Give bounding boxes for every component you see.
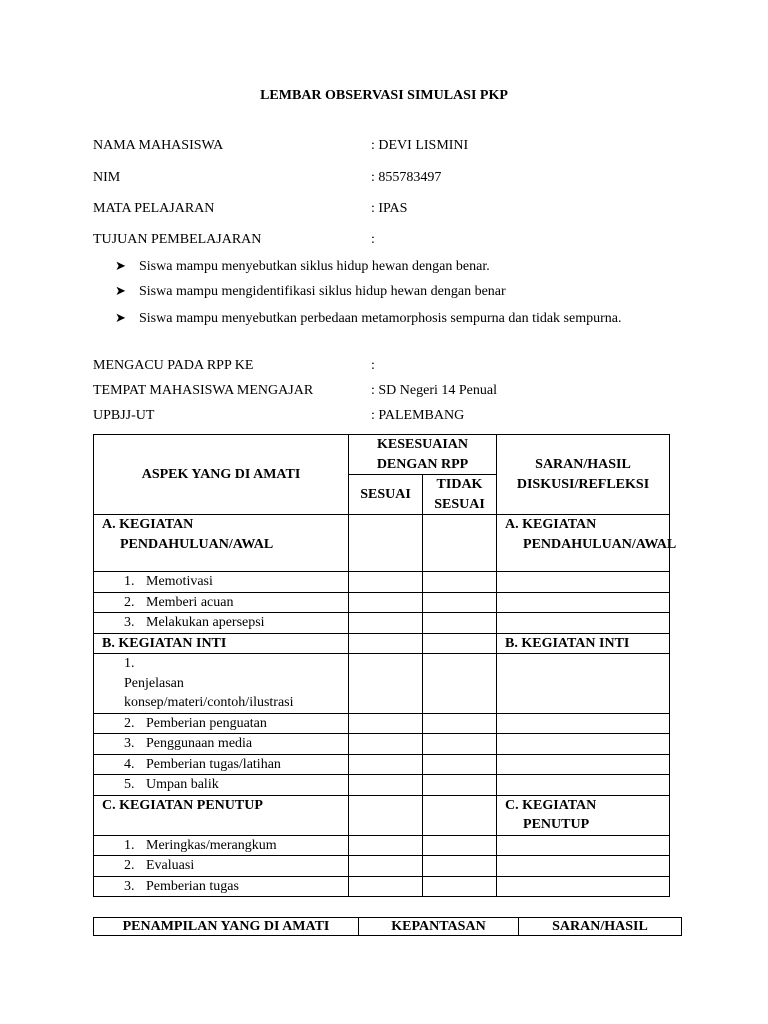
section-b-label: B. KEGIATAN INTI bbox=[94, 633, 349, 654]
cell-sesuai[interactable] bbox=[349, 515, 423, 572]
cell-sesuai[interactable] bbox=[349, 713, 423, 734]
cell-sesuai[interactable] bbox=[349, 856, 423, 877]
table-row: 2. Memberi acuan bbox=[94, 592, 670, 613]
cell-sesuai[interactable] bbox=[349, 835, 423, 856]
upbjj-label: UPBJJ-UT bbox=[93, 408, 155, 423]
cell-tidak-sesuai[interactable] bbox=[423, 713, 497, 734]
cell-tidak-sesuai[interactable] bbox=[423, 734, 497, 755]
mapel-value: : IPAS bbox=[371, 201, 408, 216]
section-a-label: A. KEGIATAN PENDAHULUAN/AWAL bbox=[94, 515, 349, 572]
cell-tidak-sesuai[interactable] bbox=[423, 572, 497, 593]
upbjj-value: : PALEMBANG bbox=[371, 408, 465, 423]
cell-sesuai[interactable] bbox=[349, 876, 423, 897]
cell-saran[interactable] bbox=[497, 835, 670, 856]
header-saran-hasil: SARAN/HASIL bbox=[519, 918, 682, 936]
cell-saran[interactable] bbox=[497, 876, 670, 897]
cell-tidak-sesuai[interactable] bbox=[423, 633, 497, 654]
document-title: LEMBAR OBSERVASI SIMULASI PKP bbox=[260, 88, 508, 103]
rpp-value: : bbox=[371, 358, 375, 373]
tujuan-item: ➤ Siswa mampu menyebutkan perbedaan metamorphosis sempurna dan tidak sempurna. bbox=[115, 310, 622, 326]
table-row: 2. Pemberian penguatan bbox=[94, 713, 670, 734]
section-c-saran: C. KEGIATAN PENUTUP bbox=[497, 795, 670, 835]
section-c-label: C. KEGIATAN PENUTUP bbox=[94, 795, 349, 835]
cell-tidak-sesuai[interactable] bbox=[423, 876, 497, 897]
tujuan-label: TUJUAN PEMBELAJARAN bbox=[93, 232, 262, 247]
nama-label: NAMA MAHASISWA bbox=[93, 138, 224, 153]
cell-sesuai[interactable] bbox=[349, 754, 423, 775]
cell-tidak-sesuai[interactable] bbox=[423, 856, 497, 877]
table-row: 1. Meringkas/merangkum bbox=[94, 835, 670, 856]
table-row: 4. Pemberian tugas/latihan bbox=[94, 754, 670, 775]
table-row: 3. Melakukan apersepsi bbox=[94, 613, 670, 634]
arrow-bullet-icon: ➤ bbox=[115, 283, 126, 298]
tujuan-value: : bbox=[371, 232, 375, 247]
penampilan-table bbox=[93, 917, 682, 936]
cell-sesuai[interactable] bbox=[349, 613, 423, 634]
header-saran: SARAN/HASIL DISKUSI/REFLEKSI bbox=[497, 435, 670, 515]
cell-sesuai[interactable] bbox=[349, 775, 423, 796]
tujuan-item: ➤ Siswa mampu mengidentifikasi siklus hidup hewan dengan benar bbox=[115, 283, 506, 299]
cell-sesuai[interactable] bbox=[349, 572, 423, 593]
cell-saran[interactable] bbox=[497, 613, 670, 634]
arrow-bullet-icon: ➤ bbox=[115, 258, 126, 273]
table-row: 3. Penggunaan media bbox=[94, 734, 670, 755]
cell-saran[interactable] bbox=[497, 713, 670, 734]
cell-tidak-sesuai[interactable] bbox=[423, 795, 497, 835]
section-b-saran: B. KEGIATAN INTI bbox=[497, 633, 670, 654]
table-row: 1. Memotivasi bbox=[94, 572, 670, 593]
cell-sesuai[interactable] bbox=[349, 795, 423, 835]
cell-tidak-sesuai[interactable] bbox=[423, 775, 497, 796]
cell-saran[interactable] bbox=[497, 572, 670, 593]
cell-tidak-sesuai[interactable] bbox=[423, 754, 497, 775]
cell-sesuai[interactable] bbox=[349, 592, 423, 613]
header-penampilan: PENAMPILAN YANG DI AMATI bbox=[94, 918, 359, 936]
cell-tidak-sesuai[interactable] bbox=[423, 654, 497, 714]
cell-saran[interactable] bbox=[497, 734, 670, 755]
tempat-value: : SD Negeri 14 Penual bbox=[371, 383, 497, 398]
header-tidak-sesuai: TIDAK SESUAI bbox=[423, 475, 497, 515]
section-a-saran: A. KEGIATAN PENDAHULUAN/AWAL bbox=[497, 515, 670, 572]
table-row: 5. Umpan balik bbox=[94, 775, 670, 796]
table-row: 3. Pemberian tugas bbox=[94, 876, 670, 897]
table-row: 2. Evaluasi bbox=[94, 856, 670, 877]
observation-table bbox=[93, 434, 677, 897]
tempat-label: TEMPAT MAHASISWA MENGAJAR bbox=[93, 383, 314, 398]
cell-saran[interactable] bbox=[497, 654, 670, 714]
arrow-bullet-icon: ➤ bbox=[115, 310, 126, 325]
cell-sesuai[interactable] bbox=[349, 734, 423, 755]
cell-tidak-sesuai[interactable] bbox=[423, 592, 497, 613]
header-aspek: ASPEK YANG DI AMATI bbox=[94, 435, 349, 515]
nim-value: : 855783497 bbox=[371, 170, 442, 185]
cell-saran[interactable] bbox=[497, 754, 670, 775]
cell-tidak-sesuai[interactable] bbox=[423, 835, 497, 856]
cell-tidak-sesuai[interactable] bbox=[423, 515, 497, 572]
cell-sesuai[interactable] bbox=[349, 654, 423, 714]
tujuan-item: ➤ Siswa mampu menyebutkan siklus hidup hewan dengan benar. bbox=[115, 258, 490, 274]
cell-saran[interactable] bbox=[497, 775, 670, 796]
cell-tidak-sesuai[interactable] bbox=[423, 613, 497, 634]
header-kesesuaian: KESESUAIAN DENGAN RPP bbox=[349, 435, 497, 475]
cell-saran[interactable] bbox=[497, 592, 670, 613]
header-kepantasan: KEPANTASAN bbox=[359, 918, 519, 936]
cell-saran[interactable] bbox=[497, 856, 670, 877]
table-row: 1.Penjelasan konsep/materi/contoh/ilustrasi bbox=[94, 654, 670, 714]
rpp-label: MENGACU PADA RPP KE bbox=[93, 358, 254, 373]
cell-sesuai[interactable] bbox=[349, 633, 423, 654]
nama-value: : DEVI LISMINI bbox=[371, 138, 469, 153]
nim-label: NIM bbox=[93, 170, 121, 185]
mapel-label: MATA PELAJARAN bbox=[93, 201, 215, 216]
header-sesuai: SESUAI bbox=[349, 475, 423, 515]
